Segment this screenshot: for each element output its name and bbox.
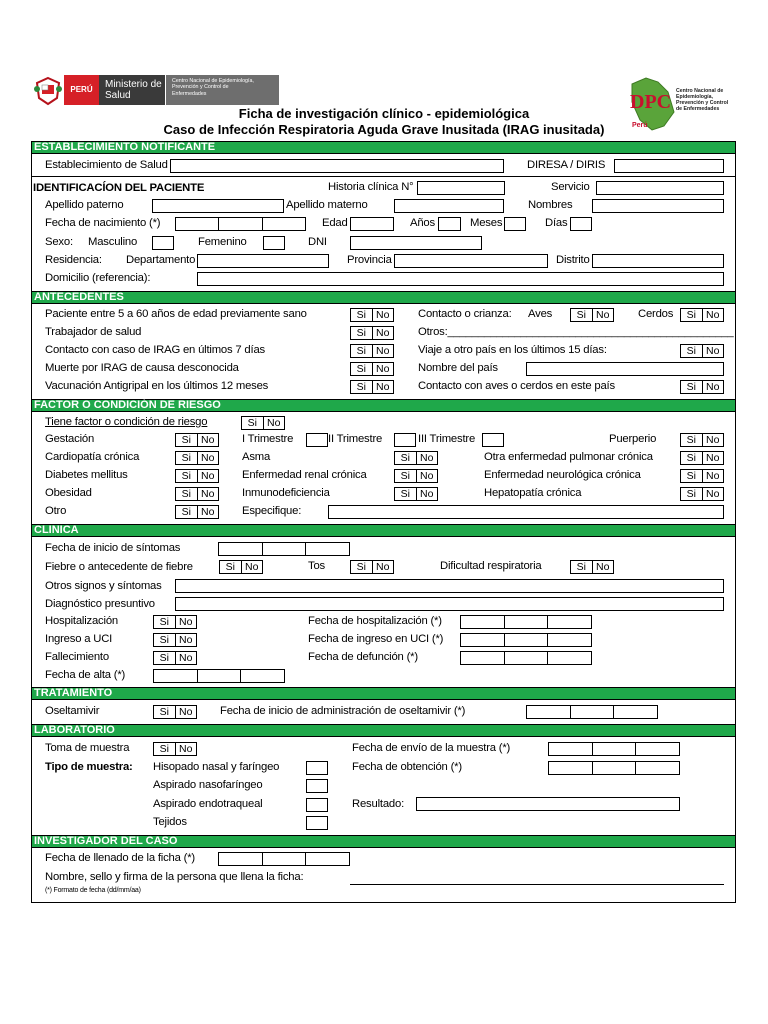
- right-logo-line: Prevención y Control: [676, 100, 729, 106]
- diresa-field[interactable]: [614, 159, 724, 173]
- section-tratamiento: TRATAMIENTO: [31, 687, 736, 700]
- label-masculino: Masculino: [88, 236, 138, 248]
- yes-no-toggle[interactable]: Si No: [350, 380, 394, 394]
- label-trimestre-1: I Trimestre: [242, 433, 294, 445]
- riesgo-label: Inmunodeficiencia: [242, 487, 330, 499]
- riesgo-label: Otro: [45, 505, 67, 517]
- label-sexo: Sexo:: [45, 236, 73, 248]
- label-tiene-factor: Tiene factor o condición de riesgo: [45, 416, 208, 428]
- antecedente-label: Vacunación Antigripal en los últimos 12 meses: [45, 380, 269, 392]
- oseltamivir-yes-no-toggle[interactable]: Si No: [153, 705, 197, 719]
- label-viaje: Viaje a otro país en los últimos 15 días:: [418, 344, 607, 356]
- right-logo-line: Epidemiología,: [676, 94, 713, 100]
- yes-no-toggle[interactable]: Si No: [175, 469, 219, 483]
- form-subtitle: Caso de Infección Respiratoria Aguda Grave Inusitada (IRAG inusitada): [163, 122, 605, 137]
- cerdos-yes-no-toggle[interactable]: Si No: [680, 308, 724, 322]
- label-establecimiento: Establecimiento de Salud: [45, 159, 168, 171]
- riesgo-label: Asma: [242, 451, 271, 463]
- departamento-field[interactable]: [197, 254, 329, 268]
- riesgo-label: Cardiopatía crónica: [45, 451, 140, 463]
- yes-no-toggle[interactable]: Si No: [680, 487, 724, 501]
- fiebre-yes-no-toggle[interactable]: Si No: [219, 560, 263, 574]
- yes-no-toggle[interactable]: Si No: [175, 505, 219, 519]
- riesgo-label: Obesidad: [45, 487, 92, 499]
- fecha-llenado-date[interactable]: [218, 852, 350, 866]
- masculino-checkbox[interactable]: [152, 236, 174, 250]
- label-residencia: Residencia:: [45, 254, 102, 266]
- servicio-field[interactable]: [596, 181, 724, 195]
- fecha-uci-date[interactable]: [460, 633, 592, 647]
- fecha-obtencion-date[interactable]: [548, 761, 680, 775]
- fecha-alta-date[interactable]: [153, 669, 285, 683]
- tipo-muestra-label: Hisopado nasal y faríngeo: [153, 761, 280, 773]
- trimestre-1-checkbox[interactable]: [306, 433, 328, 447]
- label-edad: Edad: [322, 217, 348, 229]
- label-firma: Nombre, sello y firma de la persona que llena la ficha:: [45, 871, 304, 883]
- label-femenino: Femenino: [198, 236, 247, 248]
- cdc-line: Enfermedades: [172, 90, 207, 97]
- label-fecha-uci: Fecha de ingreso en UCI (*): [308, 633, 444, 645]
- label-contacto-crianza: Contacto o crianza:: [418, 308, 512, 320]
- tipo-muestra-label: Tejidos: [153, 816, 187, 828]
- cdc-logo: [165, 75, 279, 105]
- label-fecha-defuncion: Fecha de defunción (*): [308, 651, 418, 663]
- label-meses: Meses: [470, 217, 503, 229]
- label-nombre-pais: Nombre del país: [418, 362, 498, 374]
- tipo-muestra-checkbox[interactable]: [306, 761, 328, 775]
- uci-yes-no-toggle[interactable]: Si No: [153, 633, 197, 647]
- label-dias: Días: [545, 217, 568, 229]
- inicio-sintomas-date[interactable]: [218, 542, 350, 556]
- tos-yes-no-toggle[interactable]: Si No: [350, 560, 394, 574]
- right-cdc-logo: [622, 72, 732, 134]
- label-distrito: Distrito: [556, 254, 590, 266]
- dni-field[interactable]: [350, 236, 482, 250]
- apellido-materno-field[interactable]: [394, 199, 504, 213]
- cdc-line: Prevención y Control de: [172, 84, 229, 91]
- dias-box[interactable]: [570, 217, 592, 231]
- section-laboratorio: LABORATORIO: [31, 724, 736, 737]
- tipo-muestra-checkbox[interactable]: [306, 798, 328, 812]
- hospitalizacion-yes-no-toggle[interactable]: Si No: [153, 615, 197, 629]
- yes-no-toggle[interactable]: Si No: [350, 362, 394, 376]
- yes-no-toggle[interactable]: Si No: [350, 344, 394, 358]
- label-diresa: DIRESA / DIRIS: [527, 159, 606, 171]
- right-logo-line: de Enfermedades: [676, 106, 720, 112]
- otros-signos-field[interactable]: [175, 579, 724, 593]
- tipo-muestra-checkbox[interactable]: [306, 816, 328, 830]
- antecedente-label: Trabajador de salud: [45, 326, 142, 338]
- ministry-name: Ministerio de Salud: [105, 79, 162, 101]
- yes-no-toggle[interactable]: Si No: [680, 451, 724, 465]
- femenino-checkbox[interactable]: [263, 236, 285, 250]
- label-historia: Historia clínica N°: [328, 181, 414, 193]
- label-apellido-materno: Apellido materno: [286, 199, 368, 211]
- label-fecha-hospitalizacion: Fecha de hospitalización (*): [308, 615, 442, 627]
- label-domicilio: Domicilio (referencia):: [45, 272, 151, 284]
- label-otros-signos: Otros signos y síntomas: [45, 580, 162, 592]
- cdc-line: Centro Nacional de Epidemiología,: [172, 78, 254, 84]
- label-fecha-obtencion: Fecha de obtención (*): [352, 761, 462, 773]
- contacto-aves-yes-no-toggle[interactable]: Si No: [680, 380, 724, 394]
- label-tos: Tos: [308, 560, 325, 572]
- peru-coat-of-arms-logo: [33, 76, 63, 106]
- label-aves: Aves: [528, 308, 553, 320]
- meses-box[interactable]: [504, 217, 526, 231]
- yes-no-toggle[interactable]: Si No: [350, 308, 394, 322]
- establecimiento-field[interactable]: [170, 159, 504, 173]
- right-logo-line: Centro Nacional de: [676, 88, 724, 94]
- tiene-factor-yes-no-toggle[interactable]: Si No: [241, 416, 285, 430]
- label-resultado: Resultado:: [352, 798, 405, 810]
- toma-muestra-yes-no-toggle[interactable]: Si No: [153, 742, 197, 756]
- right-logo-letters-text: DPC: [630, 91, 672, 113]
- label-inicio-sintomas: Fecha de inicio de síntomas: [45, 542, 181, 554]
- tipo-muestra-checkbox[interactable]: [306, 779, 328, 793]
- label-dni: DNI: [308, 236, 327, 248]
- antecedente-label: Contacto con caso de IRAG en últimos 7 días: [45, 344, 265, 356]
- section-antecedentes: ANTECEDENTES: [31, 291, 736, 304]
- label-oseltamivir: Oseltamivir: [45, 705, 100, 717]
- label-cerdos: Cerdos: [638, 308, 674, 320]
- label-trimestre-2: II Trimestre: [328, 433, 383, 445]
- label-trimestre-3: III Trimestre: [418, 433, 476, 445]
- label-fecha-envio: Fecha de envío de la muestra (*): [352, 742, 511, 754]
- yes-no-toggle[interactable]: Si No: [394, 487, 438, 501]
- riesgo-label: Hepatopatía crónica: [484, 487, 582, 499]
- section-riesgo: FACTOR O CONDICIÓN DE RIESGO: [31, 399, 736, 412]
- label-fecha-oseltamivir: Fecha de inicio de administración de oseltamivir (*): [220, 705, 466, 717]
- especifique-field[interactable]: [328, 505, 724, 519]
- historia-field[interactable]: [417, 181, 505, 195]
- label-departamento: Departamento: [126, 254, 196, 266]
- anos-box[interactable]: [438, 217, 461, 231]
- resultado-field[interactable]: [416, 797, 680, 811]
- nombre-pais-field[interactable]: [526, 362, 724, 376]
- fecha-defuncion-date[interactable]: [460, 651, 592, 665]
- yes-no-toggle[interactable]: Si No: [394, 451, 438, 465]
- fecha-oseltamivir-date[interactable]: [526, 705, 658, 719]
- puerperio-yes-no-toggle[interactable]: Si No: [680, 433, 724, 447]
- label-fecha-alta: Fecha de alta (*): [45, 669, 126, 681]
- nombres-field[interactable]: [592, 199, 724, 213]
- edad-field[interactable]: [350, 217, 394, 231]
- aves-yes-no-toggle[interactable]: Si No: [570, 308, 614, 322]
- ministry-logo: [99, 75, 165, 105]
- yes-no-toggle[interactable]: Si No: [680, 469, 724, 483]
- riesgo-label: Enfermedad neurológica crónica: [484, 469, 641, 481]
- right-logo-text: [676, 88, 728, 112]
- riesgo-label: Gestación: [45, 433, 95, 445]
- label-nombres: Nombres: [528, 199, 573, 211]
- domicilio-field[interactable]: [197, 272, 724, 286]
- section-paciente: IDENTIFICACÍON DEL PACIENTE: [33, 182, 205, 194]
- yes-no-toggle[interactable]: Si No: [175, 451, 219, 465]
- label-tipo-muestra: Tipo de muestra:: [45, 761, 133, 773]
- label-hospitalizacion: Hospitalización: [45, 615, 118, 627]
- antecedente-label: Muerte por IRAG de causa desconocida: [45, 362, 239, 374]
- label-especifique: Especifique:: [242, 505, 302, 517]
- fecha-hospitalizacion-date[interactable]: [460, 615, 592, 629]
- label-anos: Años: [410, 217, 435, 229]
- dificultad-yes-no-toggle[interactable]: Si No: [570, 560, 614, 574]
- fecha-envio-date[interactable]: [548, 742, 680, 756]
- yes-no-toggle[interactable]: Si No: [175, 487, 219, 501]
- label-fecha-llenado: Fecha de llenado de la ficha (*): [45, 852, 195, 864]
- section-establecimiento: ESTABLECIMIENTO NOTIFICANTE: [31, 141, 736, 154]
- firma-line[interactable]: [350, 884, 724, 885]
- label-fecha-nacimiento: Fecha de nacimiento (*): [45, 217, 161, 229]
- yes-no-toggle[interactable]: Si No: [394, 469, 438, 483]
- label-fallecimiento: Fallecimiento: [45, 651, 109, 663]
- fecha-nacimiento-field[interactable]: [175, 217, 306, 231]
- tipo-muestra-label: Aspirado endotraqueal: [153, 798, 263, 810]
- section-clinica: CLINICA: [31, 524, 736, 537]
- form-title: Ficha de investigación clínico - epidemiológica: [238, 106, 530, 121]
- yes-no-toggle[interactable]: Si No: [350, 326, 394, 340]
- label-apellido-paterno: Apellido paterno: [45, 199, 124, 211]
- label-provincia: Provincia: [347, 254, 392, 266]
- label-otros: Otros:_______________________________________________: [418, 326, 734, 338]
- label-ingreso-uci: Ingreso a UCI: [45, 633, 113, 645]
- peru-logo: PERÚ: [64, 75, 99, 105]
- label-servicio: Servicio: [551, 181, 590, 193]
- tipo-muestra-label: Aspirado nasofaríngeo: [153, 779, 263, 791]
- apellido-paterno-field[interactable]: [152, 199, 284, 213]
- trimestre-3-checkbox[interactable]: [482, 433, 504, 447]
- trimestre-2-checkbox[interactable]: [394, 433, 416, 447]
- riesgo-label: Otra enfermedad pulmonar crónica: [484, 451, 653, 463]
- label-toma-muestra: Toma de muestra: [45, 742, 130, 754]
- label-dificultad: Dificultad respiratoria: [440, 560, 542, 572]
- riesgo-label: Diabetes mellitus: [45, 469, 128, 481]
- distrito-field[interactable]: [592, 254, 724, 268]
- label-contacto-aves-pais: Contacto con aves o cerdos en este país: [418, 380, 615, 392]
- fallecimiento-yes-no-toggle[interactable]: Si No: [153, 651, 197, 665]
- viaje-yes-no-toggle[interactable]: Si No: [680, 344, 724, 358]
- nota-formato-fecha: (*) Formato de fecha (dd/mm/aa): [45, 887, 141, 894]
- section-investigador: INVESTIGADOR DEL CASO: [31, 835, 736, 848]
- label-puerperio: Puerperio: [609, 433, 657, 445]
- right-logo-word: Perú: [632, 122, 648, 129]
- antecedente-label: Paciente entre 5 a 60 años de edad previamente sano: [45, 308, 307, 320]
- label-diagnostico: Diagnóstico presuntivo: [45, 598, 155, 610]
- yes-no-toggle[interactable]: Si No: [175, 433, 219, 447]
- divider: [31, 176, 736, 177]
- provincia-field[interactable]: [394, 254, 548, 268]
- label-fiebre: Fiebre o antecedente de fiebre: [45, 561, 193, 573]
- diagnostico-field[interactable]: [175, 597, 724, 611]
- riesgo-label: Enfermedad renal crónica: [242, 469, 367, 481]
